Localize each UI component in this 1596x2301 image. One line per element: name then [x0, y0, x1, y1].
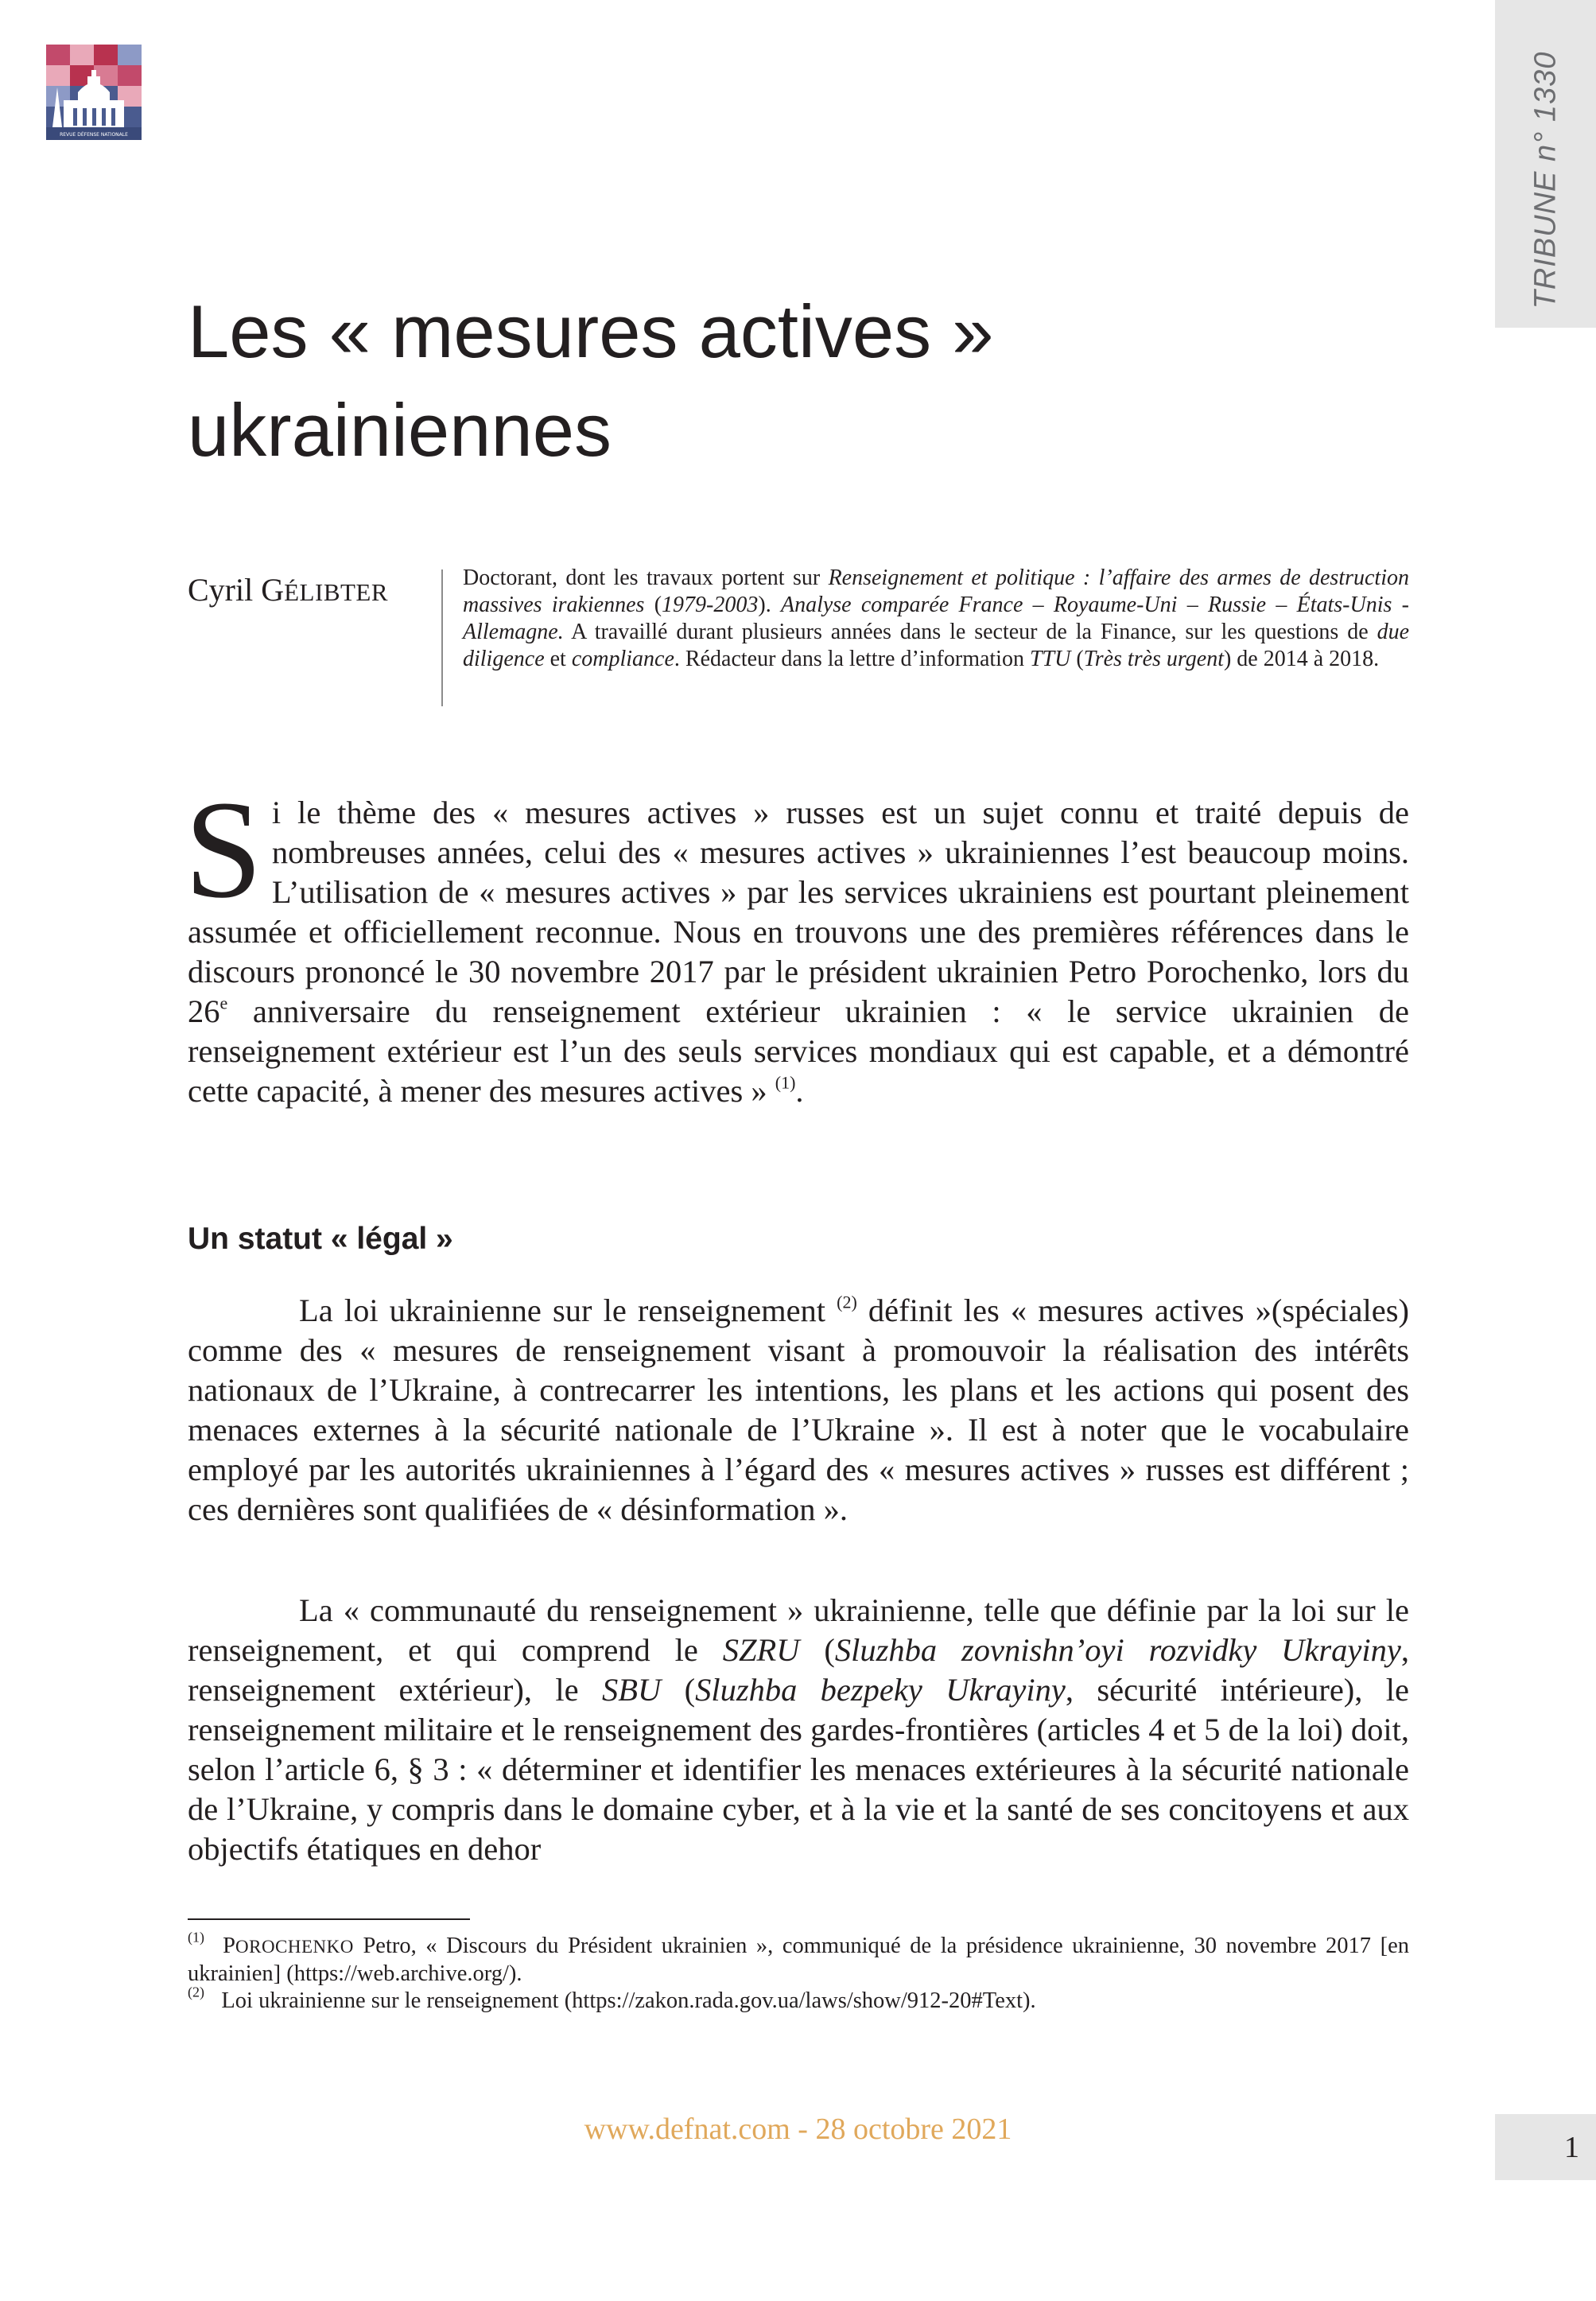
bio-text: ).: [758, 593, 781, 617]
bio-thesis-years: 1979-2003: [662, 593, 759, 617]
paragraph-text: La loi ukrainienne sur le renseignement: [299, 1292, 837, 1328]
author-bio: [463, 565, 1409, 673]
section-heading: Un statut « légal »: [188, 1222, 453, 1256]
paragraph-text: , sécurité intérieure), le renseignement militaire et le renseignement des gardes-frontières (articles 4 et 5 de la loi) doit, selon l’article 6, § 3 : « déterminer et identifier les menaces extérieures à la sécurité nationale de l’Ukraine, y compris dans le domaine cyber, et à la vie et la santé de ses concitoyens et aux objectifs étatiques en dehor: [188, 1672, 1409, 1867]
footnote-1: [188, 1929, 1410, 1988]
footnote-ref-2[interactable]: (2): [837, 1292, 857, 1312]
bio-thesis-title: Renseignement et politique : l’affaire des armes de destruction massives irakiennes: [463, 566, 1409, 617]
tribune-label: TRIBUNE n° 1330: [1528, 51, 1562, 309]
article-title: [188, 282, 1301, 480]
page-number: 1: [1564, 2130, 1579, 2164]
author-first-name: Cyril: [188, 572, 254, 608]
bio-newsletter-full: Très très urgent: [1083, 647, 1224, 671]
bio-term: due diligence: [463, 620, 1409, 671]
drop-cap: S: [184, 772, 262, 927]
body-paragraph: [188, 1591, 1409, 1869]
footer-url-date[interactable]: www.defnat.com - 28 octobre 2021: [584, 2112, 1012, 2146]
footnote-author-rest: OROCHENKO: [235, 1937, 354, 1957]
footnote-text: Petro, « Discours du Président ukrainien », communiqué de la présidence ukrainienne, 30 novembre 2017 [en ukrainien] (https://web.archive.org/).: [188, 1934, 1410, 1986]
bio-text: Doctorant, dont les travaux portent sur: [463, 566, 829, 590]
bio-text: ) de 2014 à 2018.: [1223, 647, 1380, 671]
footnote-number: (1): [188, 1929, 204, 1945]
logo: [46, 45, 142, 140]
bio-text: A travaillé durant plusieurs années dans le secteur de la Finance, sur les questions de: [563, 620, 1377, 644]
paragraph-text: anniversaire du renseignement extérieur ukrainien : « le service ukrainien de renseignement extérieur est l’un des seuls services mondiaux qui est capable, et a démontré cette capacité, à mener des mesures actives »: [188, 993, 1409, 1109]
footnote-2: [188, 1984, 1409, 2015]
bio-thesis-subtitle: Analyse comparée France – Royaume-Uni – Russie – États-Unis - Allemagne.: [463, 593, 1409, 644]
bio-text: (: [1070, 647, 1084, 671]
acronym-sbu: SBU: [601, 1672, 662, 1708]
paragraph-text: (: [799, 1632, 835, 1668]
intro-paragraph: [184, 772, 1409, 1111]
paragraph-text: définit les « mesures actives »(spéciales) comme des « mesures de renseignement visant à promouvoir la réalisation des intérêts nationaux de l’Ukraine, à contrecarrer les intentions, les plans et les actions qui posent des menaces externes à la sécurité nationale de l’Ukraine ». Il est à noter que le vocabulaire employé par les autorités ukrainiennes à l’égard des « mesures actives » russes est différent ; ces dernières sont qualifiées de « désinformation ».: [188, 1292, 1409, 1527]
acronym-szru: SZRU: [722, 1632, 800, 1668]
side-tab: [1495, 0, 1596, 328]
title-line-2: ukrainiennes: [188, 388, 612, 472]
footnotes: [188, 1929, 1410, 2015]
defnat-logo-icon: [46, 45, 142, 140]
paragraph-text: .: [795, 1073, 804, 1109]
footnote-ref-1[interactable]: (1): [775, 1072, 796, 1093]
author-last-initial: G: [261, 572, 285, 608]
footnote-number: (2): [188, 1984, 204, 2000]
bio-term: compliance: [571, 647, 674, 671]
author-name: [188, 571, 388, 608]
bio-text: et: [544, 647, 572, 671]
paragraph-text: La « communauté du renseignement » ukrainienne, telle que définie par la loi sur le renseignement, et qui comprend le: [188, 1592, 1409, 1668]
paragraph-text: , renseignement extérieur), le: [188, 1632, 1409, 1708]
author-last-rest: ÉLIBTER: [284, 578, 389, 606]
logo-text: REVUE DÉFENSE NATIONALE: [60, 132, 128, 138]
bio-newsletter: TTU: [1029, 647, 1071, 671]
footnote-author-initial: P: [223, 1934, 235, 1958]
footnote-text: Loi ukrainienne sur le renseignement (https://zakon.rada.gov.ua/laws/show/912-20#Text).: [221, 1988, 1036, 2013]
szru-full-name: Sluzhba zovnishn’oyi rozvidky Ukrayiny: [834, 1632, 1401, 1668]
footnote-divider: [188, 1918, 470, 1920]
paragraph-text: (: [661, 1672, 696, 1708]
author-divider: [441, 569, 443, 706]
bio-text: . Rédacteur dans la lettre d’information: [674, 647, 1030, 671]
body-paragraph: [188, 1291, 1409, 1529]
bio-text: (: [644, 593, 662, 617]
paragraph-text: i le thème des « mesures actives » russes est un sujet connu et traité depuis de nombreuses années, celui des « mesures actives » ukrainiennes l’est beaucoup moins. L’utilisation de « mesures actives » par les services ukrainiens est pourtant pleinement assumée et officiellement reconnue. Nous en trouvons une des premières références dans le discours prononcé le 30 novembre 2017 par le président ukrainien Petro Porochenko, lors du 26: [188, 795, 1409, 1029]
sbu-full-name: Sluzhba bezpeky Ukrayiny: [695, 1672, 1066, 1708]
ordinal-superscript: e: [219, 993, 228, 1013]
title-line-1: Les « mesures actives »: [188, 290, 994, 373]
